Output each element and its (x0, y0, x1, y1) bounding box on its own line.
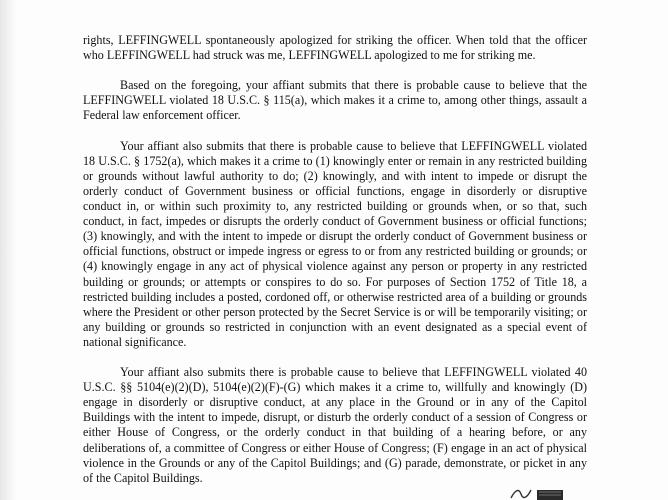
document-body (83, 33, 587, 500)
paragraph-restricted-grounds-charge: Your affiant also submits that there is probable cause to believe that LEFFINGWELL violated 18 U.S.C. § 1752(a), which makes it a crime to (1) knowingly enter or remain in any restricted building or grounds without lawful authority to do; (2) knowingly, and with intent to impede or disrupt the orderly conduct of Government business or official functions, engage in disorderly or disruptive conduct in, or within such proximity to, any restricted building or grounds when, or so that, such conduct, in fact, impedes or disrupts the orderly conduct of Government business or official functions; (3) knowingly, and with the intent to impede or disrupt the orderly conduct of Government business or official functions, obstruct or impede ingress or egress to or from any restricted building or grounds; or (4) knowingly engage in any act of physical violence against any person or property in any restricted building or grounds; or attempts or conspires to do so. For purposes of Section 1752 of Title 18, a restricted building includes a posted, cordoned off, or otherwise restricted area of a building or grounds where the President or other person protected by the Secret Service is or will be temporarily visiting; or any building or grounds so restricted in conjunction with an event designated as a special event of national significance. (83, 138, 587, 349)
paragraph-capitol-grounds-charge: Your affiant also submits there is probable cause to believe that LEFFINGWELL violated 40 U.S.C. §§ 5104(e)(2)(D), 5104(e)(2)(F)-(G) which makes it a crime to, willfully and knowingly (D) engage in disorderly or disruptive conduct, at any place in the Ground or in any of the Capitol Buildings with the intent to impede, disrupt, or disturb the orderly conduct of a session of Congress or either House of Congress, or the orderly conduct in that building of a hearing before, or any deliberations of, a committee of Congress or either House of Congress; (F) engage in an act of physical violence in the Grounds or any of the Capitol Buildings; and (G) parade, demonstrate, or picket in any of the Capitol Buildings. (83, 365, 587, 485)
initials-mark (505, 484, 565, 500)
paragraph-assault-charge: Based on the foregoing, your affiant submits that there is probable cause to believe that the LEFFINGWELL violated 18 U.S.C. § 115(a), which makes it a crime to, among other things, assault a Federal law enforcement officer. (83, 78, 587, 123)
paragraph-apology: rights, LEFFINGWELL spontaneously apologized for striking the officer. When told that the officer who LEFFINGWELL had struck was me, LEFFINGWELL apologized to me for striking me. (83, 33, 587, 63)
page-edge-shadow (0, 0, 16, 500)
